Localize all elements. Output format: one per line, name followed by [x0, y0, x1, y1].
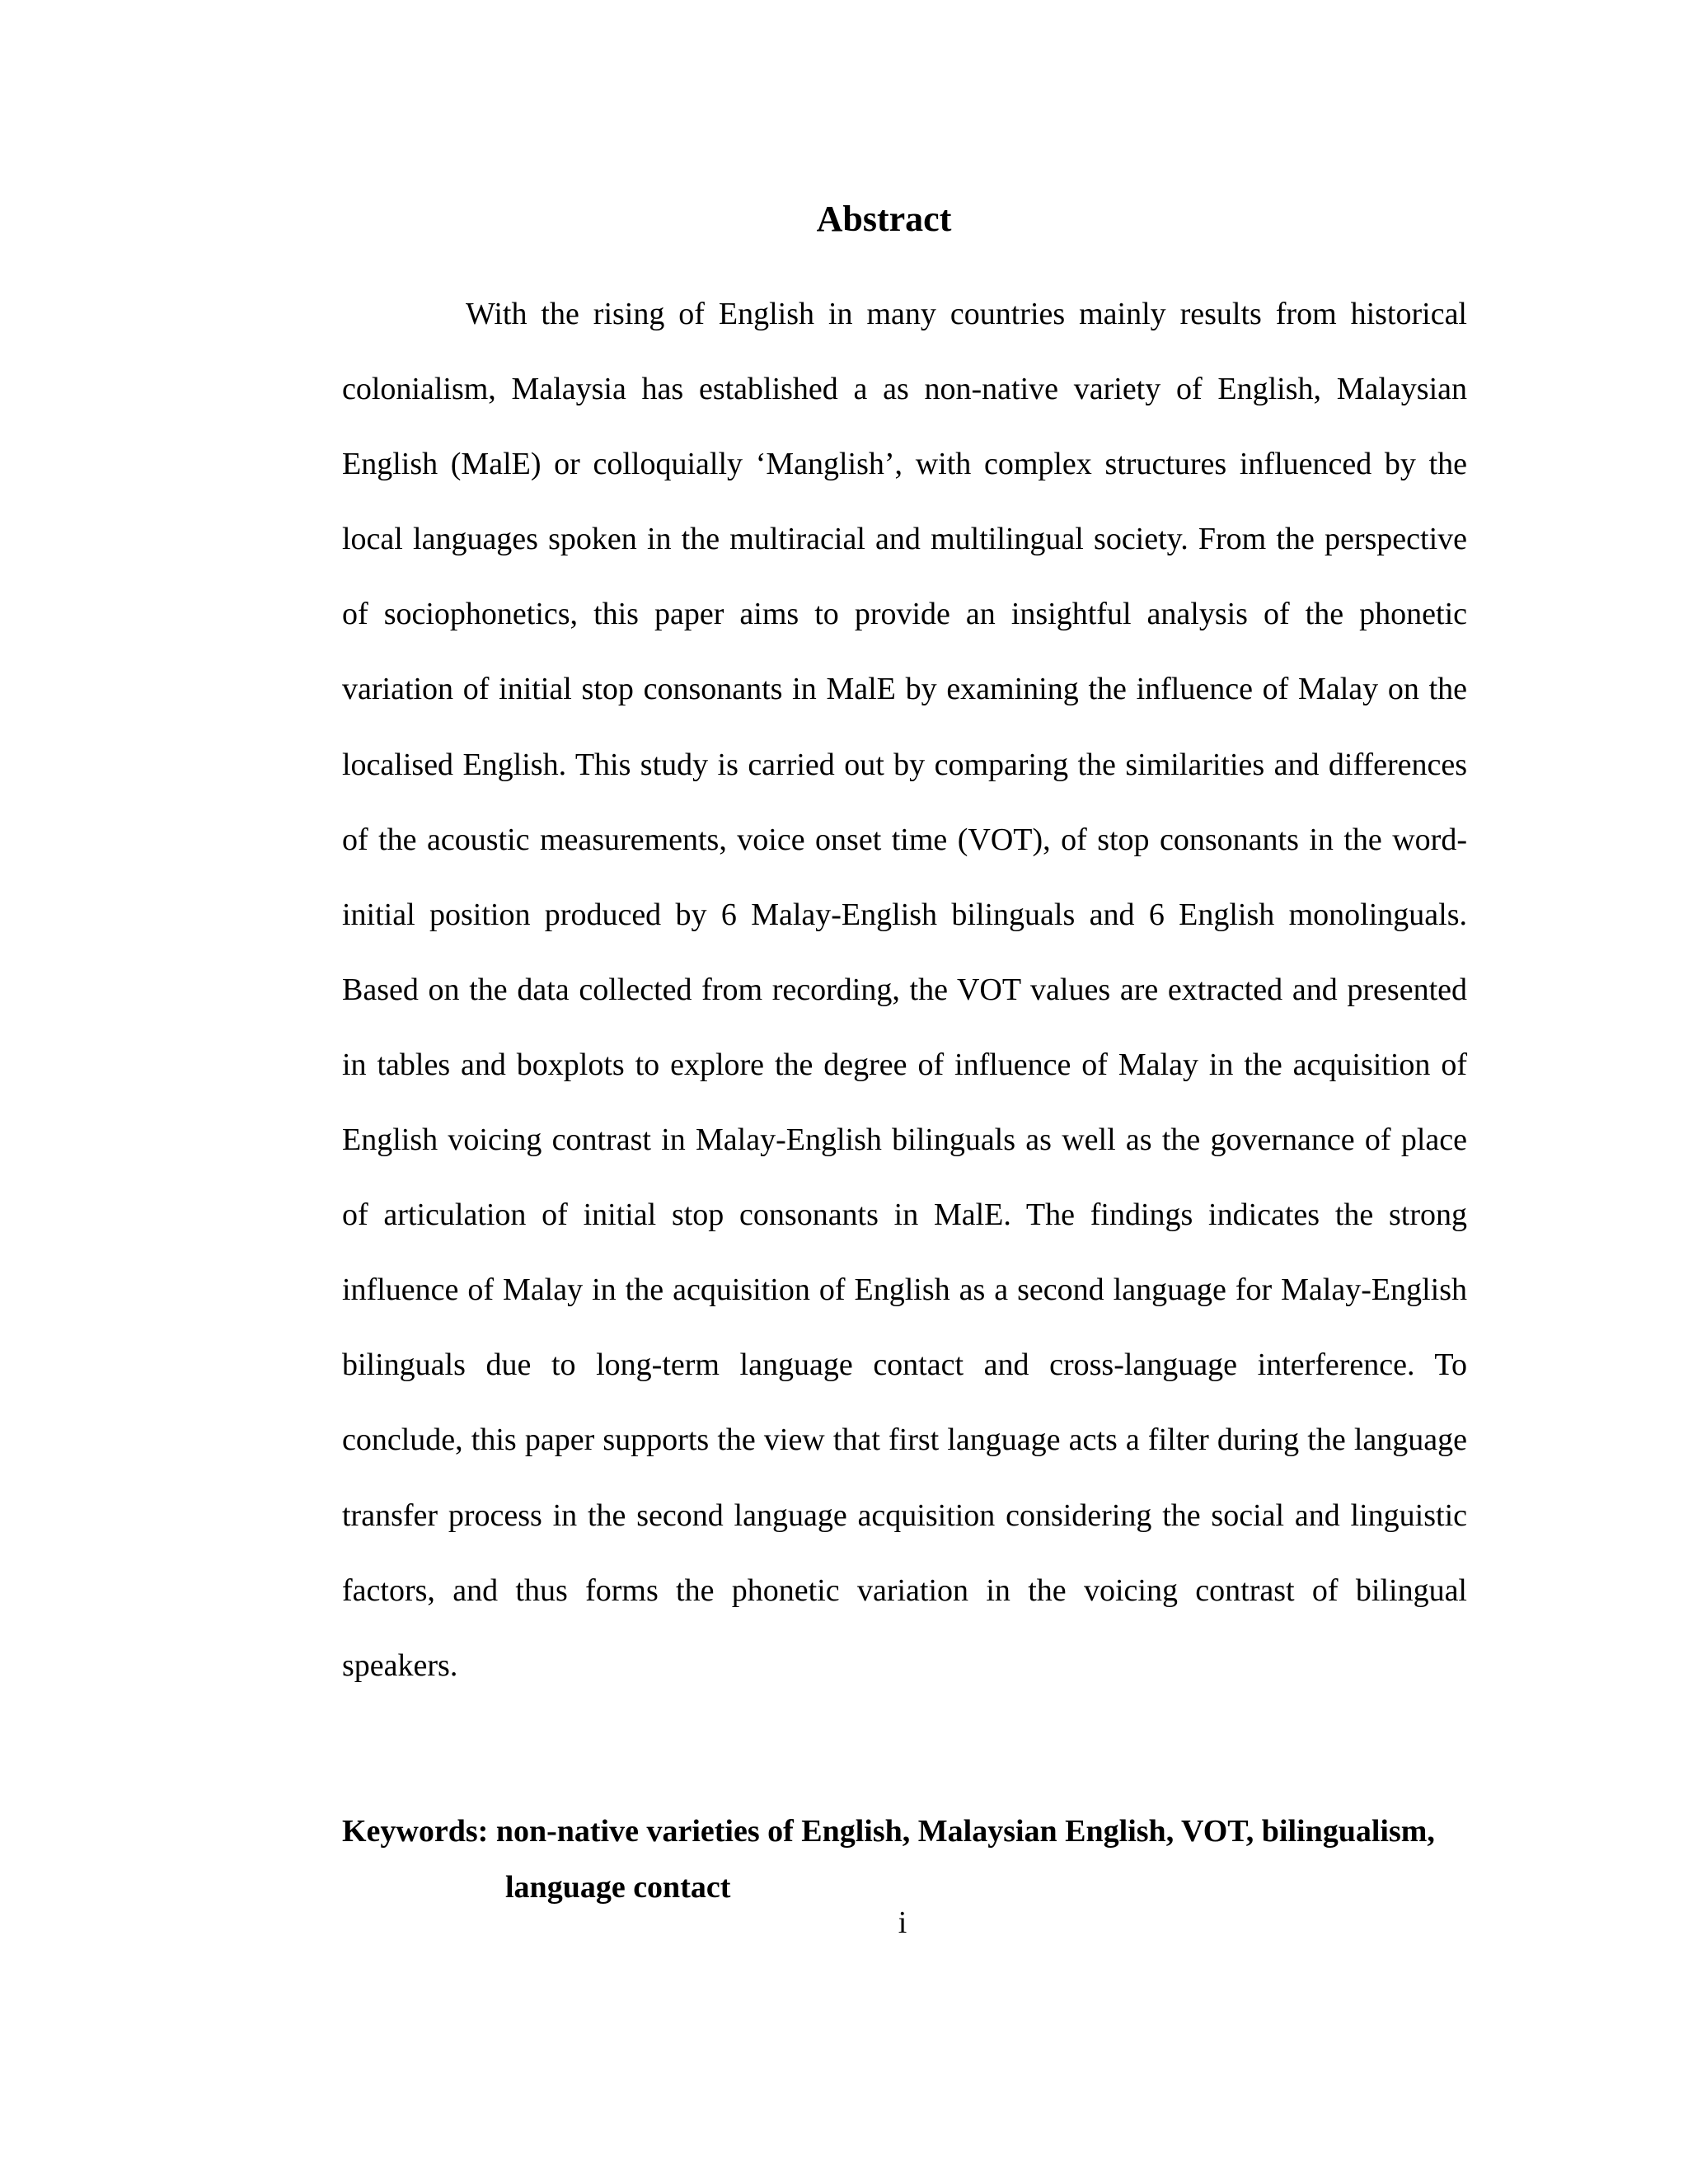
abstract-title: Abstract: [816, 199, 952, 239]
page-number: i: [898, 1905, 907, 1940]
abstract-body: With the rising of English in many countries mainly results from historical colonialism, Malaysia has established a as non-native variety of English, Malaysian English (MalE) or colloquially ‘Manglish’, with complex structures influenced by the local languages spoken in the multiracial and multilingual society. From the perspective of sociophonetics, this paper aims to provide an insightful analysis of the phonetic variation of initial stop consonants in MalE by examining the influence of Malay on the localised English. This study is carried out by comparing the similarities and differences of the acoustic measurements, voice onset time (VOT), of stop consonants in the word-initial position produced by 6 Malay-English bilinguals and 6 English monolinguals. Based on the data collected from recording, the VOT values are extracted and presented in tables and boxplots to explore the degree of influence of Malay in the acquisition of English voicing contrast in Malay-English bilinguals as well as the governance of place of articulation of initial stop consonants in MalE. The findings indicates the strong influence of Malay in the acquisition of English as a second language for Malay-English bilinguals due to long-term language contact and cross-language interference. To conclude, this paper supports the view that first language acts a filter during the language transfer process in the second language acquisition considering the social and linguistic factors, and thus forms the phonetic variation in the voicing contrast of bilingual speakers.: [342, 297, 1467, 1683]
keywords-list-line1: non-native varieties of English, Malaysian English, VOT, bilingualism,: [495, 1814, 1435, 1849]
keywords-list-line2: language contact: [505, 1870, 731, 1905]
keywords-label: Keywords:: [342, 1814, 489, 1849]
keywords-block: [342, 1803, 1496, 1915]
